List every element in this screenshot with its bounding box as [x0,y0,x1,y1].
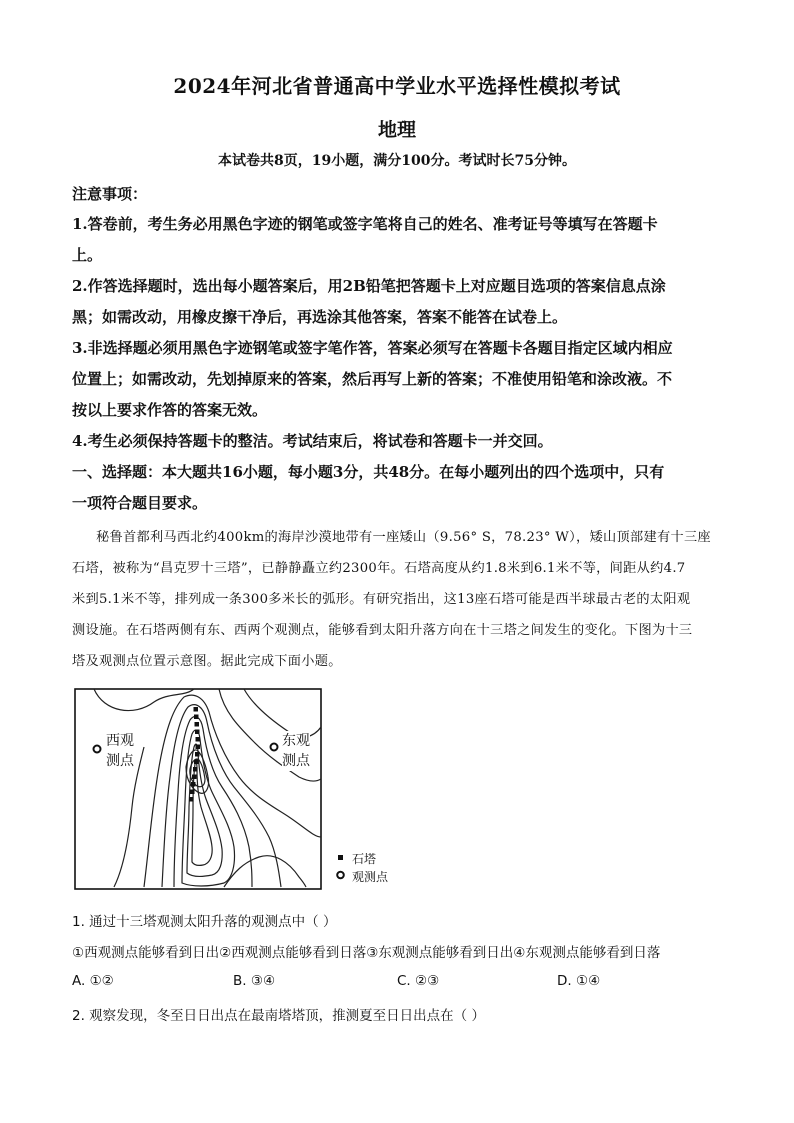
question-1-option-a[interactable]: A. ①② [72,973,114,989]
east-observation-point [271,744,278,751]
notice-line: 上。 [72,246,103,264]
notice-heading: 注意事项： [72,185,148,203]
legend-circle-icon [337,872,344,879]
question-1-option-d[interactable]: D. ①④ [557,973,601,989]
notice-line: 位置上；如需改动，先划掉原来的答案，然后再写上新的答案；不准使用铅笔和涂改液。不 [72,370,673,388]
question-1-option-c[interactable]: C. ②③ [397,973,440,989]
question-2-stem: 2. 观察发现，冬至日日出点在最南塔塔顶，推测夏至日日出点在（ ） [72,1008,485,1024]
west-observation-point [94,746,101,753]
notice-line: 3.非选择题必须用黑色字迹钢笔或签字笔作答，答案必须写在答题卡各题目指定区域内相应 [72,339,673,357]
exam-subject: 地理 [377,119,416,141]
notice-line: 4.考生必须保持答题卡的整洁。考试结束后，将试卷和答题卡一并交回。 [72,432,553,450]
legend-point-label: 观测点 [352,870,389,884]
legend-tower-label: 石塔 [352,852,377,866]
section-heading: 一项符合题目要求。 [72,494,208,512]
passage-line: 秘鲁首都利马西北约400km的海岸沙漠地带有一座矮山（9.56° S，78.23° W），矮山顶部建有十三座 [96,530,711,545]
east-point-label: 东观 测点 [282,733,310,769]
notice-line: 2.作答选择题时，选出每小题答案后，用2B铅笔把答题卡上对应题目选项的答案信息点涂 [72,277,666,295]
legend-square-icon [338,855,343,860]
question-1-statements: ①西观测点能够看到日出②西观测点能够看到日落③东观测点能够看到日出④东观测点能够看到日落 [72,945,661,961]
contour-lines [94,689,321,887]
tower-map-figure [74,687,404,892]
passage-line: 石塔，被称为“昌克罗十三塔”，已静静矗立约2300年。石塔高度从约1.8米到6.1米不等，间距从约4.7 [72,561,686,576]
passage-line: 塔及观测点位置示意图。据此完成下面小题。 [72,654,342,669]
notice-line: 1.答卷前，考生务必用黑色字迹的钢笔或签字笔将自己的姓名、准考证号等填写在答题卡 [72,215,658,233]
notice-line: 黑；如需改动，用橡皮擦干净后，再选涂其他答案，答案不能答在试卷上。 [72,308,568,326]
question-1-option-b[interactable]: B. ③④ [233,973,276,989]
west-point-label: 西观 测点 [106,733,134,769]
exam-info: 本试卷共8页，19小题，满分100分。考试时长75分钟。 [218,153,576,169]
question-1-stem: 1. 通过十三塔观测太阳升落的观测点中（ ） [72,914,337,930]
notice-line: 按以上要求作答的答案无效。 [72,401,268,419]
exam-title: 2024年河北省普通高中学业水平选择性模拟考试 [173,74,621,98]
passage-line: 米到5.1米不等，排列成一条300多米长的弧形。有研究指出，这13座石塔可能是西半球最古老的太阳观 [72,592,691,607]
section-heading: 一、选择题：本大题共16小题，每小题3分，共48分。在每小题列出的四个选项中，只有 [72,463,665,481]
passage-line: 测设施。在石塔两侧有东、西两个观测点，能够看到太阳升落方向在十三塔之间发生的变化。下图为十三 [72,623,693,638]
